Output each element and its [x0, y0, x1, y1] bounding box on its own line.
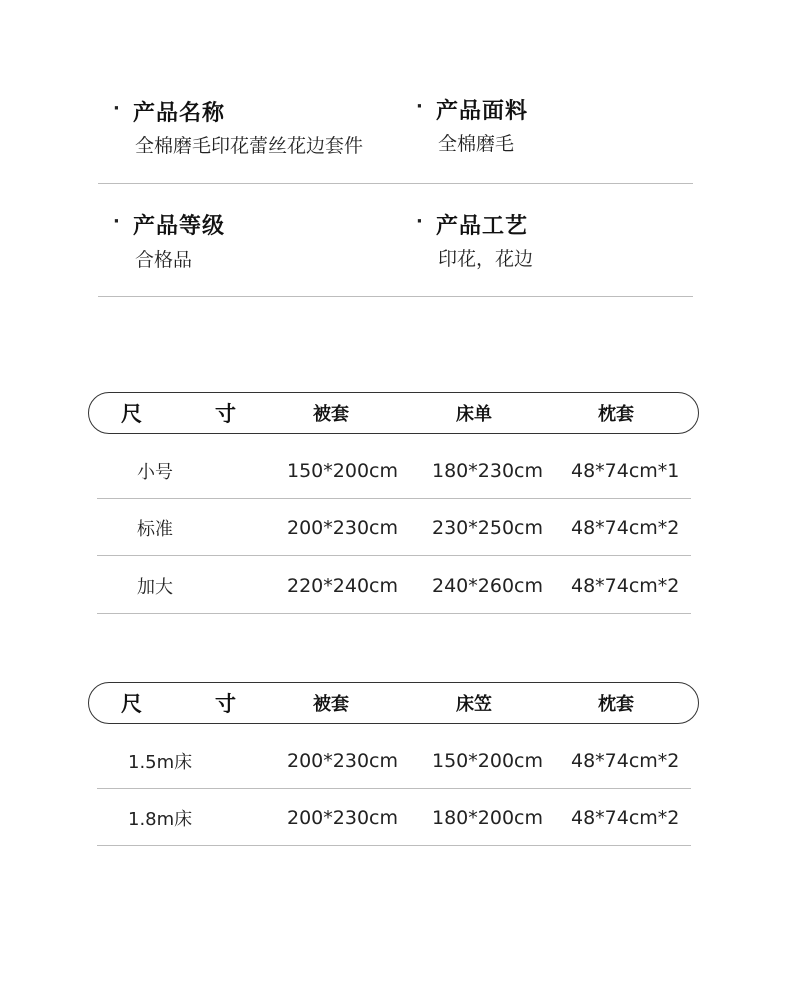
cell-size-name: 小号 [137, 461, 173, 483]
cell-sheet: 240*260cm [432, 574, 543, 597]
header-sheet: 床单 [456, 404, 492, 425]
spec-label-craft: 产品工艺 [436, 214, 529, 239]
cell-duvet: 200*230cm [287, 806, 398, 829]
cell-fitted-sheet: 180*200cm [432, 806, 543, 829]
row-divider [97, 613, 691, 614]
cell-duvet: 220*240cm [287, 574, 398, 597]
spec-label-grade: 产品等级 [133, 214, 226, 239]
table-row [97, 557, 691, 614]
spec-divider [98, 183, 693, 184]
spec-value-fabric: 全棉磨毛 [438, 133, 515, 155]
cell-pillowcase: 48*74cm*2 [571, 574, 680, 597]
cell-size-name: 1.5m床 [128, 751, 193, 773]
cell-duvet: 200*230cm [287, 749, 398, 772]
cell-size-name: 1.8m床 [128, 808, 193, 830]
cell-pillowcase: 48*74cm*1 [571, 459, 680, 482]
cell-pillowcase: 48*74cm*2 [571, 516, 680, 539]
cell-sheet: 230*250cm [432, 516, 543, 539]
spec-label-fabric: 产品面料 [436, 99, 529, 124]
spec-value-name: 全棉磨毛印花蕾丝花边套件 [135, 135, 364, 157]
bullet-dot: · [113, 211, 120, 232]
table-row [97, 732, 691, 789]
row-divider [97, 845, 691, 846]
header-duvet: 被套 [313, 404, 349, 425]
table-row [97, 789, 691, 846]
spec-value-craft: 印花，花边 [438, 248, 534, 270]
header-size: 尺 寸 [121, 402, 262, 426]
cell-sheet: 180*230cm [432, 459, 543, 482]
cell-duvet: 200*230cm [287, 516, 398, 539]
spec-label-name: 产品名称 [133, 101, 226, 126]
bullet-dot: · [416, 96, 423, 117]
table-row [97, 499, 691, 556]
cell-size-name: 加大 [137, 576, 173, 598]
table-row [97, 442, 691, 499]
table-header [88, 682, 699, 724]
table-header [88, 392, 699, 434]
spec-value-grade: 合格品 [135, 249, 193, 271]
cell-fitted-sheet: 150*200cm [432, 749, 543, 772]
header-pillowcase: 枕套 [598, 404, 634, 425]
header-duvet: 被套 [313, 694, 349, 715]
bullet-dot: · [416, 211, 423, 232]
header-pillowcase: 枕套 [598, 694, 634, 715]
bullet-dot: · [113, 98, 120, 119]
cell-duvet: 150*200cm [287, 459, 398, 482]
header-fitted-sheet: 床笠 [456, 694, 492, 715]
cell-pillowcase: 48*74cm*2 [571, 749, 680, 772]
spec-divider [98, 296, 693, 297]
row-divider [97, 555, 691, 556]
cell-size-name: 标准 [137, 518, 173, 540]
header-size: 尺 寸 [121, 692, 262, 716]
cell-pillowcase: 48*74cm*2 [571, 806, 680, 829]
